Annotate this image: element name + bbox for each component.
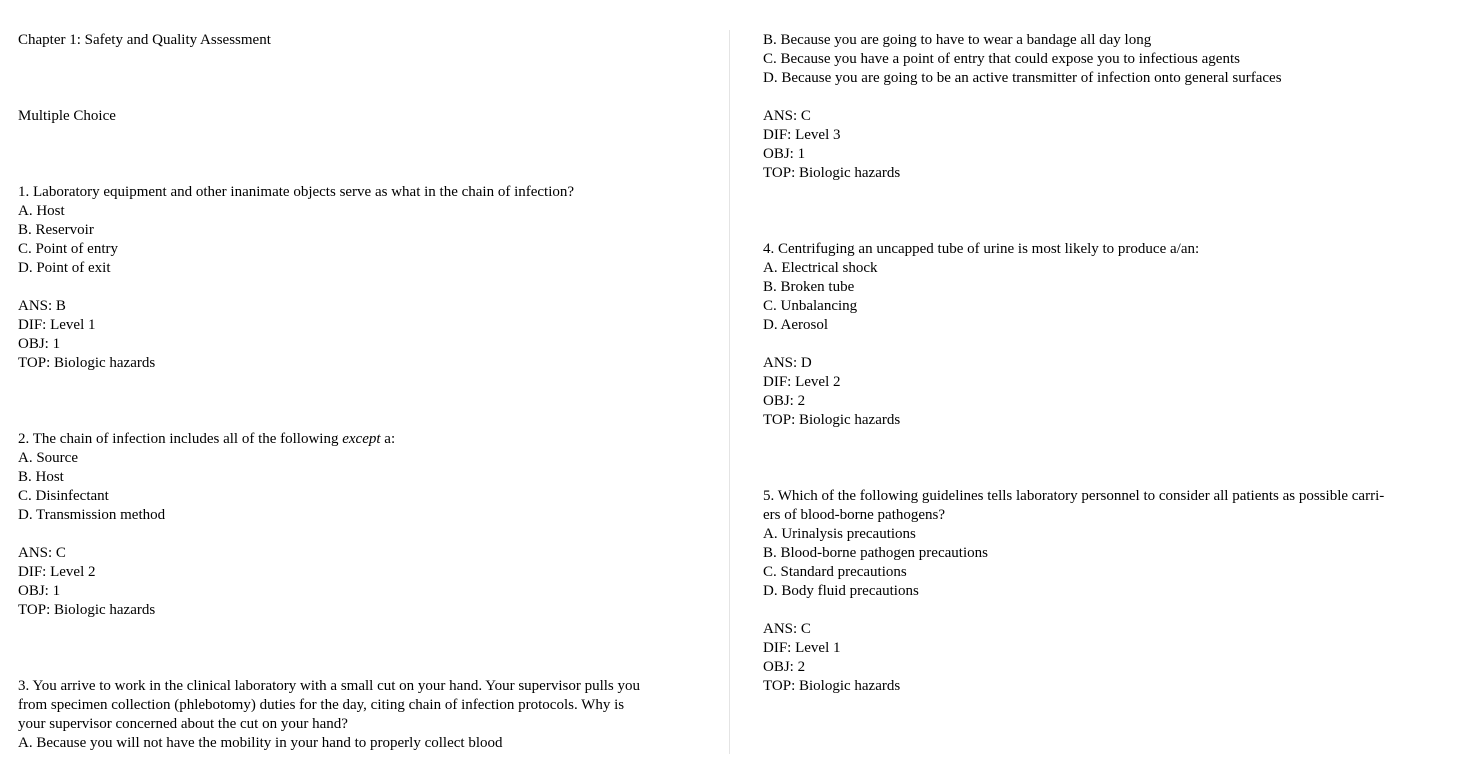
right-column	[763, 31, 1443, 696]
option-c: C. Because you have a point of entry that could expose you to infectious agents	[763, 51, 1240, 67]
answer: ANS: B	[18, 298, 66, 314]
option-b: B. Reservoir	[18, 222, 94, 238]
option-c: C. Disinfectant	[18, 488, 109, 504]
option-d: D. Because you are going to be an active transmitter of infection onto general surfaces	[763, 70, 1282, 86]
option-b: B. Host	[18, 469, 64, 485]
question-stem: 1. Laboratory equipment and other inanimate objects serve as what in the chain of infection?	[18, 184, 575, 200]
difficulty: DIF: Level 2	[763, 374, 841, 390]
answer: ANS: C	[763, 108, 811, 124]
option-a: A. Source	[18, 450, 78, 466]
option-b: B. Broken tube	[763, 279, 855, 295]
option-c: C. Unbalancing	[763, 298, 858, 314]
option-d: D. Aerosol	[763, 317, 828, 333]
question-stem-cont: from specimen collection (phlebotomy) duties for the day, citing chain of infection protocols. Why is	[18, 697, 625, 713]
question-3	[18, 677, 718, 753]
question-2	[18, 430, 718, 620]
option-a: A. Because you will not have the mobility in your hand to properly collect blood	[18, 735, 503, 751]
question-stem-cont: ers of blood-borne pathogens?	[763, 507, 946, 523]
answer: ANS: C	[763, 621, 811, 637]
question-stem: 4. Centrifuging an uncapped tube of urine is most likely to produce a/an:	[763, 241, 1200, 257]
answer: ANS: C	[18, 545, 66, 561]
stem-text: 2. The chain of infection includes all of the following	[18, 431, 343, 447]
option-c: C. Standard precautions	[763, 564, 907, 580]
option-a: A. Urinalysis precautions	[763, 526, 916, 542]
topic: TOP: Biologic hazards	[763, 165, 901, 181]
question-stem-cont: your supervisor concerned about the cut on your hand?	[18, 716, 348, 732]
topic: TOP: Biologic hazards	[763, 412, 901, 428]
stem-text-end: a:	[380, 431, 396, 447]
left-column	[18, 31, 718, 753]
topic: TOP: Biologic hazards	[18, 355, 156, 371]
question-5	[763, 487, 1443, 696]
difficulty: DIF: Level 1	[18, 317, 96, 333]
objective: OBJ: 2	[763, 393, 806, 409]
question-3-continued	[763, 31, 1443, 183]
chapter-title: Chapter 1: Safety and Quality Assessment	[18, 32, 271, 48]
difficulty: DIF: Level 1	[763, 640, 841, 656]
objective: OBJ: 1	[18, 583, 61, 599]
option-d: D. Point of exit	[18, 260, 111, 276]
option-d: D. Body fluid precautions	[763, 583, 919, 599]
section-title: Multiple Choice	[18, 108, 116, 124]
option-a: A. Electrical shock	[763, 260, 878, 276]
objective: OBJ: 1	[18, 336, 61, 352]
question-1	[18, 183, 718, 373]
objective: OBJ: 2	[763, 659, 806, 675]
question-stem	[18, 430, 718, 449]
option-b: B. Because you are going to have to wear a bandage all day long	[763, 32, 1152, 48]
answer: ANS: D	[763, 355, 812, 371]
option-a: A. Host	[18, 203, 65, 219]
option-b: B. Blood-borne pathogen precautions	[763, 545, 988, 561]
stem-emphasis: except	[342, 431, 381, 447]
topic: TOP: Biologic hazards	[18, 602, 156, 618]
question-4	[763, 240, 1443, 430]
option-c: C. Point of entry	[18, 241, 118, 257]
option-d: D. Transmission method	[18, 507, 166, 523]
topic: TOP: Biologic hazards	[763, 678, 901, 694]
question-stem: 5. Which of the following guidelines tells laboratory personnel to consider all patients as possible carri-	[763, 488, 1385, 504]
column-divider	[729, 30, 730, 754]
objective: OBJ: 1	[763, 146, 806, 162]
question-stem: 3. You arrive to work in the clinical laboratory with a small cut on your hand. Your supervisor pulls you	[18, 678, 641, 694]
difficulty: DIF: Level 2	[18, 564, 96, 580]
difficulty: DIF: Level 3	[763, 127, 841, 143]
